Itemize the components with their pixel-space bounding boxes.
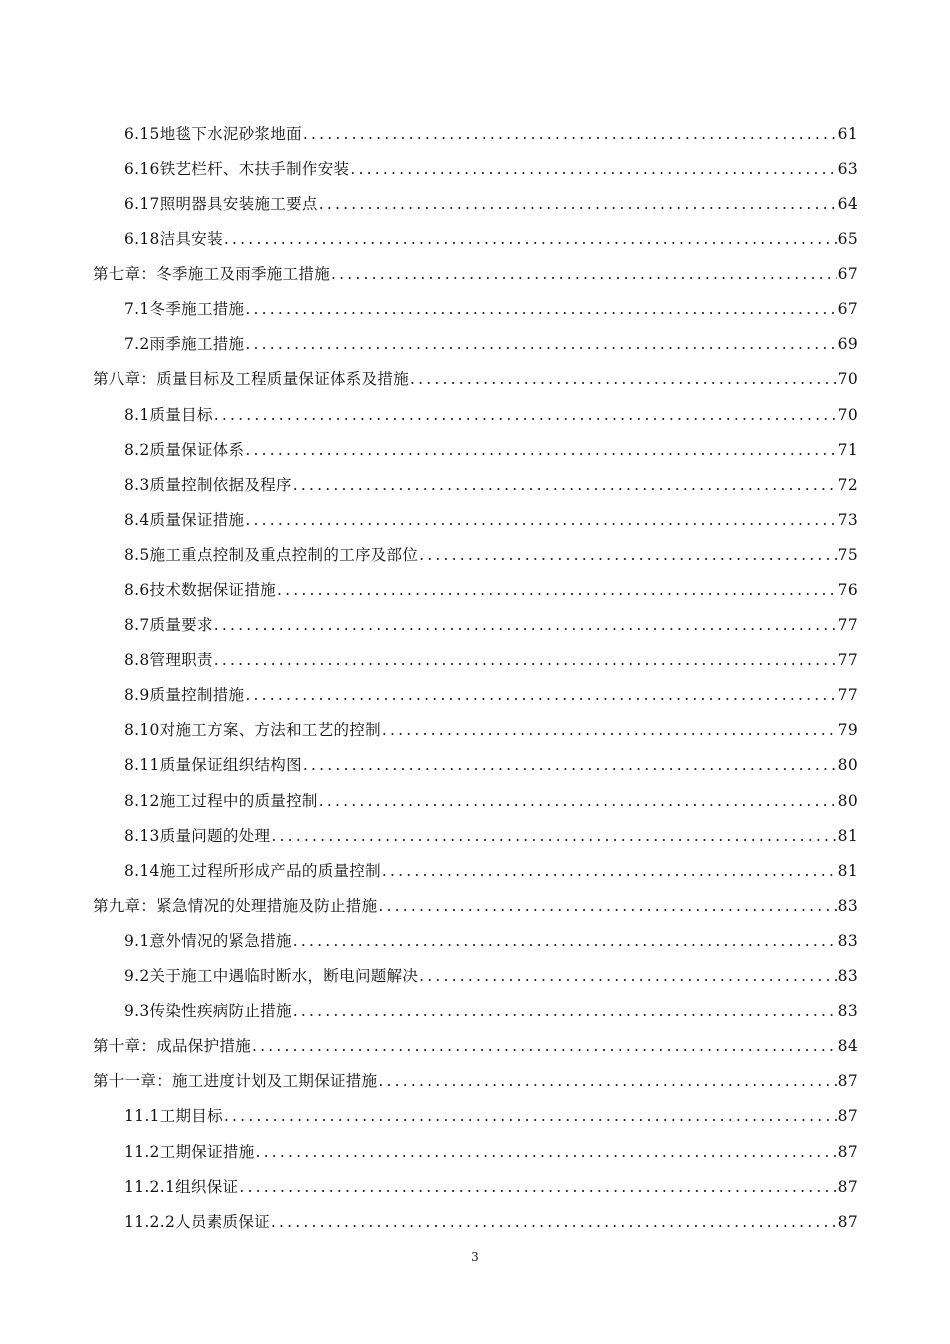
toc-entry-title: 8.1质量目标: [124, 405, 213, 424]
toc-entry-title: 11.2工期保证措施: [124, 1142, 255, 1161]
toc-entry-title: 6.16铁艺栏杆、木扶手制作安装: [124, 159, 350, 178]
toc-entry[interactable]: [0, 1205, 950, 1240]
toc-leader-dots: [224, 1109, 837, 1125]
toc-entry-page: 87: [837, 1142, 858, 1161]
toc-entry-page: 70: [837, 405, 858, 424]
toc-leader-dots: [214, 408, 837, 424]
toc-leader-dots: [293, 1004, 837, 1020]
toc-entry-title: 8.10对施工方案、方法和工艺的控制: [124, 721, 381, 740]
toc-entry-title: 6.18洁具安装: [124, 230, 223, 249]
toc-entry-page: 87: [837, 1212, 858, 1231]
toc-leader-dots: [224, 232, 837, 248]
toc-entry-title: 8.9质量控制措施: [124, 686, 245, 705]
toc-leader-dots: [245, 302, 836, 318]
table-of-contents: [0, 117, 950, 1240]
toc-entry-page: 87: [837, 1107, 858, 1126]
page-number: 3: [471, 1250, 479, 1264]
toc-entry-page: 77: [837, 616, 858, 635]
toc-chapter-entry[interactable]: [0, 363, 950, 398]
toc-entry-title: 第十一章：施工进度计划及工期保证措施: [93, 1072, 378, 1091]
toc-entry[interactable]: [0, 749, 950, 784]
toc-entry-page: 81: [837, 826, 858, 845]
toc-entry[interactable]: [0, 714, 950, 749]
toc-entry-title: 8.7质量要求: [124, 616, 213, 635]
toc-entry-page: 84: [837, 1037, 858, 1056]
toc-entry-page: 67: [837, 300, 858, 319]
toc-entry-title: 9.2关于施工中遇临时断水，断电问题解决: [124, 967, 419, 986]
toc-leader-dots: [303, 127, 837, 143]
toc-entry[interactable]: [0, 222, 950, 257]
toc-entry-title: 8.4质量保证措施: [124, 510, 245, 529]
toc-entry-title: 第七章：冬季施工及雨季施工措施: [93, 265, 331, 284]
toc-leader-dots: [319, 794, 837, 810]
toc-entry-title: 8.8管理职责: [124, 651, 213, 670]
toc-entry[interactable]: [0, 643, 950, 678]
toc-entry[interactable]: [0, 538, 950, 573]
toc-leader-dots: [293, 478, 837, 494]
toc-leader-dots: [378, 899, 836, 915]
toc-entry-title: 8.13质量问题的处理: [124, 826, 271, 845]
toc-leader-dots: [303, 758, 837, 774]
toc-entry-page: 73: [837, 510, 858, 529]
toc-entry-page: 79: [837, 721, 858, 740]
toc-entry-page: 81: [837, 861, 858, 880]
toc-leader-dots: [271, 829, 836, 845]
toc-leader-dots: [239, 1180, 836, 1196]
toc-leader-dots: [252, 1039, 837, 1055]
toc-entry[interactable]: [0, 679, 950, 714]
toc-entry-page: 83: [837, 1002, 858, 1021]
toc-leader-dots: [214, 653, 837, 669]
toc-entry[interactable]: [0, 152, 950, 187]
toc-leader-dots: [256, 1145, 837, 1161]
toc-entry-title: 7.1冬季施工措施: [124, 300, 245, 319]
toc-entry-page: 83: [837, 967, 858, 986]
toc-entry-page: 80: [837, 756, 858, 775]
toc-entry-title: 11.2.1组织保证: [124, 1177, 239, 1196]
toc-leader-dots: [319, 197, 837, 213]
toc-leader-dots: [245, 337, 836, 353]
toc-entry-title: 8.12施工过程中的质量控制: [124, 791, 318, 810]
toc-leader-dots: [245, 443, 836, 459]
toc-chapter-entry[interactable]: [0, 257, 950, 292]
toc-entry[interactable]: [0, 1135, 950, 1170]
toc-entry-title: 8.2质量保证体系: [124, 440, 245, 459]
toc-entry[interactable]: [0, 819, 950, 854]
toc-leader-dots: [277, 583, 837, 599]
toc-entry[interactable]: [0, 468, 950, 503]
toc-chapter-entry[interactable]: [0, 1065, 950, 1100]
toc-leader-dots: [350, 162, 836, 178]
toc-entry-title: 9.3传染性疾病防止措施: [124, 1002, 292, 1021]
toc-entry[interactable]: [0, 1100, 950, 1135]
toc-entry-title: 8.6技术数据保证措施: [124, 581, 276, 600]
toc-entry[interactable]: [0, 784, 950, 819]
toc-leader-dots: [245, 513, 836, 529]
toc-leader-dots: [419, 548, 837, 564]
toc-entry[interactable]: [0, 503, 950, 538]
toc-entry[interactable]: [0, 292, 950, 327]
toc-leader-dots: [382, 723, 837, 739]
toc-leader-dots: [245, 688, 836, 704]
toc-entry-title: 第十章：成品保护措施: [93, 1037, 252, 1056]
toc-entry-title: 8.14施工过程所形成产品的质量控制: [124, 861, 381, 880]
toc-entry-page: 70: [837, 370, 858, 389]
toc-entry-page: 63: [837, 159, 858, 178]
toc-entry-title: 6.15地毯下水泥砂浆地面: [124, 124, 302, 143]
toc-entry[interactable]: [0, 187, 950, 222]
toc-entry-title: 11.1工期目标: [124, 1107, 223, 1126]
toc-entry-page: 64: [837, 194, 858, 213]
toc-entry-page: 75: [837, 545, 858, 564]
toc-entry-page: 67: [837, 265, 858, 284]
toc-leader-dots: [214, 618, 837, 634]
toc-entry-page: 80: [837, 791, 858, 810]
toc-entry-page: 83: [837, 931, 858, 950]
toc-entry[interactable]: [0, 573, 950, 608]
toc-entry-page: 69: [837, 335, 858, 354]
toc-chapter-entry[interactable]: [0, 889, 950, 924]
toc-entry-title: 8.11质量保证组织结构图: [124, 756, 302, 775]
toc-entry-title: 9.1意外情况的紧急措施: [124, 931, 292, 950]
toc-entry-page: 65: [837, 230, 858, 249]
toc-entry-title: 11.2.2人员素质保证: [124, 1212, 270, 1231]
toc-leader-dots: [419, 969, 837, 985]
toc-entry-title: 7.2雨季施工措施: [124, 335, 245, 354]
toc-entry-title: 8.5施工重点控制及重点控制的工序及部位: [124, 545, 419, 564]
toc-entry-title: 第九章：紧急情况的处理措施及防止措施: [93, 896, 378, 915]
toc-chapter-entry[interactable]: [0, 1029, 950, 1064]
toc-entry[interactable]: [0, 924, 950, 959]
toc-entry-page: 77: [837, 686, 858, 705]
toc-entry-page: 87: [837, 1177, 858, 1196]
toc-leader-dots: [378, 1074, 836, 1090]
toc-entry[interactable]: [0, 328, 950, 363]
toc-entry[interactable]: [0, 608, 950, 643]
toc-leader-dots: [382, 864, 837, 880]
toc-entry[interactable]: [0, 398, 950, 433]
toc-entry[interactable]: [0, 117, 950, 152]
toc-entry[interactable]: [0, 1170, 950, 1205]
toc-entry[interactable]: [0, 994, 950, 1029]
toc-entry[interactable]: [0, 959, 950, 994]
toc-entry-page: 76: [837, 581, 858, 600]
toc-entry-page: 71: [837, 440, 858, 459]
toc-leader-dots: [271, 1215, 837, 1231]
toc-entry-page: 72: [837, 475, 858, 494]
toc-leader-dots: [410, 372, 837, 388]
toc-entry[interactable]: [0, 433, 950, 468]
toc-entry[interactable]: [0, 854, 950, 889]
toc-entry-title: 第八章：质量目标及工程质量保证体系及措施: [93, 370, 410, 389]
toc-entry-title: 8.3质量控制依据及程序: [124, 475, 292, 494]
toc-entry-page: 83: [837, 896, 858, 915]
toc-entry-page: 61: [837, 124, 858, 143]
toc-entry-page: 87: [837, 1072, 858, 1091]
toc-entry-page: 77: [837, 651, 858, 670]
toc-leader-dots: [293, 934, 837, 950]
toc-leader-dots: [331, 267, 837, 283]
toc-entry-title: 6.17照明器具安装施工要点: [124, 194, 318, 213]
